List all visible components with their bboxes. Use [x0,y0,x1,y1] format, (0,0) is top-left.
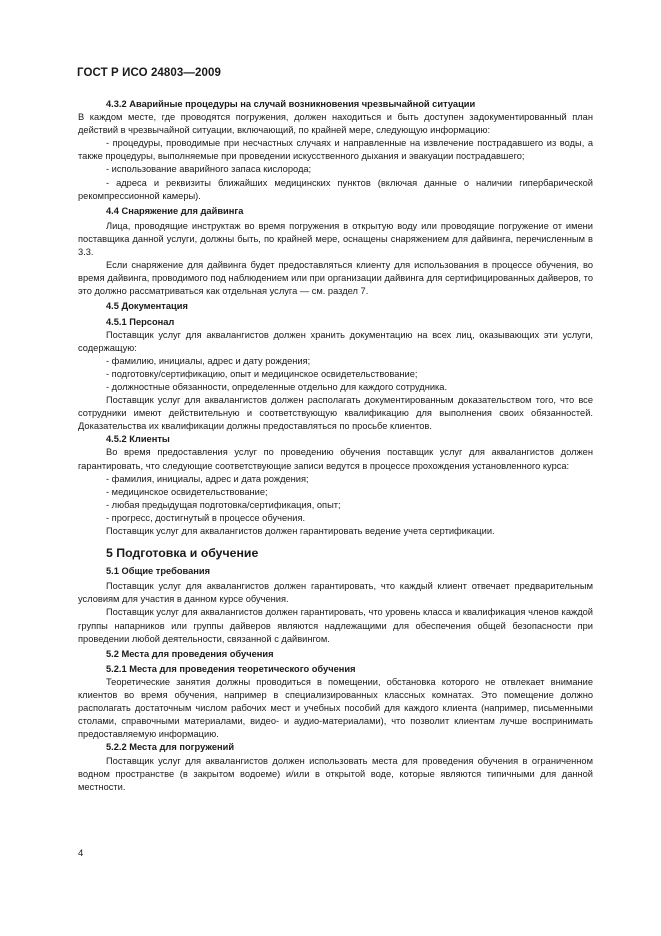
section-4-4-paragraph-1: Лица, проводящие инструктаж во время погружения в открытую воду или проводящие погружение от имени поставщика данной услуги, должны быть, по крайней мере, оснащены снаряжением для дайвинга, перечисленным в 3.3. [78,220,593,258]
section-4-5-2-paragraph-1: Во время предоставления услуг по проведению обучения поставщик услуг для аквалангистов должен гарантировать, что следующие соответствующие записи ведутся в процессе прохождения установленного курса: [78,447,593,471]
section-5-2-title: 5.2 Места для проведения обучения [106,648,274,659]
section-5-1-paragraph-2: Поставщик услуг для аквалангистов должен гарантировать, что уровень класса и квалификация членов каждой группы напарников или группы дайверов являются надлежащими для обеспечения общей безопасности при проведении любой деятельности, связанной с дайвингом. [78,607,593,644]
section-5-1-paragraph-1: Поставщик услуг для аквалангистов должен гарантировать, что каждый клиент отвечает предварительным условиям для участия в данном курсе обучения. [78,581,593,605]
section-5-2-1-title: 5.2.1 Места для проведения теоретического обучения [106,663,356,674]
list-item: - подготовку/сертификацию, опыт и медицинское освидетельствование; [106,368,418,379]
list-item: - фамилия, инициалы, адрес и дата рождения; [106,473,309,484]
list-item: - процедуры, проводимые при несчастных случаях и направленные на извлечение пострадавшего из воды, а также процедуры, выполняемые при проведении искусственного дыхания и эвакуации пострадавшего; [78,138,593,162]
list-item: - использование аварийного запаса кислорода; [106,164,312,175]
section-4-3-2-paragraph: В каждом месте, где проводятся погружения, должен находиться и быть доступен задокументированный план действий в чрезвычайной ситуации, включающий, по крайней мере, следующую информацию: [78,112,593,136]
page-number: 4 [78,848,84,859]
section-4-5-2-title: 4.5.2 Клиенты [106,434,170,445]
document-body [78,98,593,794]
section-4-3-2-title: 4.3.2 Аварийные процедуры на случай возникновения чрезвычайной ситуации [106,99,476,109]
list-item: - должностные обязанности, определенные отдельно для каждого сотрудника. [106,381,448,392]
section-4-5-2-paragraph-2: Поставщик услуг для аквалангистов должен гарантировать ведение учета сертификации. [106,526,495,536]
section-4-5-title: 4.5 Документация [106,301,188,312]
section-5-1-title: 5.1 Общие требования [106,566,211,577]
list-item: - фамилию, инициалы, адрес и дату рождения; [106,355,311,366]
section-5-2-1-paragraph: Теоретические занятия должны проводиться в помещении, обстановка которого не отвлекает внимание клиентов во время обучения, например в специализированных классных комнатах. Это помещение должно располагать достаточным числом рабочих мест и учебных пособий для каждого клиента (например, письменными столами, справочными материалами, видео- и аудио-материалами), что позволит клиентам лучше воспринимать предоставляемую информацию. [78,676,593,740]
standard-header: ГОСТ Р ИСО 24803—2009 [77,67,222,79]
section-4-5-1-paragraph-1: Поставщик услуг для аквалангистов должен хранить документацию на всех лиц, оказывающих эти услуги, содержащую: [78,329,593,353]
section-4-4-title: 4.4 Снаряжение для дайвинга [106,205,244,216]
section-5-2-2-paragraph: Поставщик услуг для аквалангистов должен использовать места для проведения обучения в ограниченном водном пространстве (в закрытом водоеме) и/или в открытой воде, которые являются типичными для данной местности. [78,755,593,792]
section-5-2-2-title: 5.2.2 Места для погружений [106,742,235,753]
section-4-4-paragraph-2: Если снаряжение для дайвинга будет предоставляться клиенту для использования в процессе обучения, во время дайвинга, проводимого под наблюдением или при организации дайвинга для сертифицированных дайверов, то это должно рассматриваться как отдельная услуга — см. раздел 7. [78,260,593,297]
list-item: - адреса и реквизиты ближайших медицинских пунктов (включая данные о наличии гипербарической рекомпрессионной камеры). [78,177,593,201]
list-item: - прогресс, достигнутый в процессе обучения. [106,512,306,523]
section-5-title: 5 Подготовка и обучение [106,546,259,561]
section-4-5-1-title: 4.5.1 Персонал [106,316,175,327]
section-4-5-1-paragraph-2: Поставщик услуг для аквалангистов должен располагать документированным доказательством того, что все сотрудники имеют действительную и соответствующую квалификацию для выполнения своих обязанностей. Доказательства их квалификации должны предоставляться по просьбе клиентов. [78,395,593,432]
list-item: - любая предыдущая подготовка/сертификация, опыт; [106,499,341,510]
list-item: - медицинское освидетельствование; [106,486,268,497]
